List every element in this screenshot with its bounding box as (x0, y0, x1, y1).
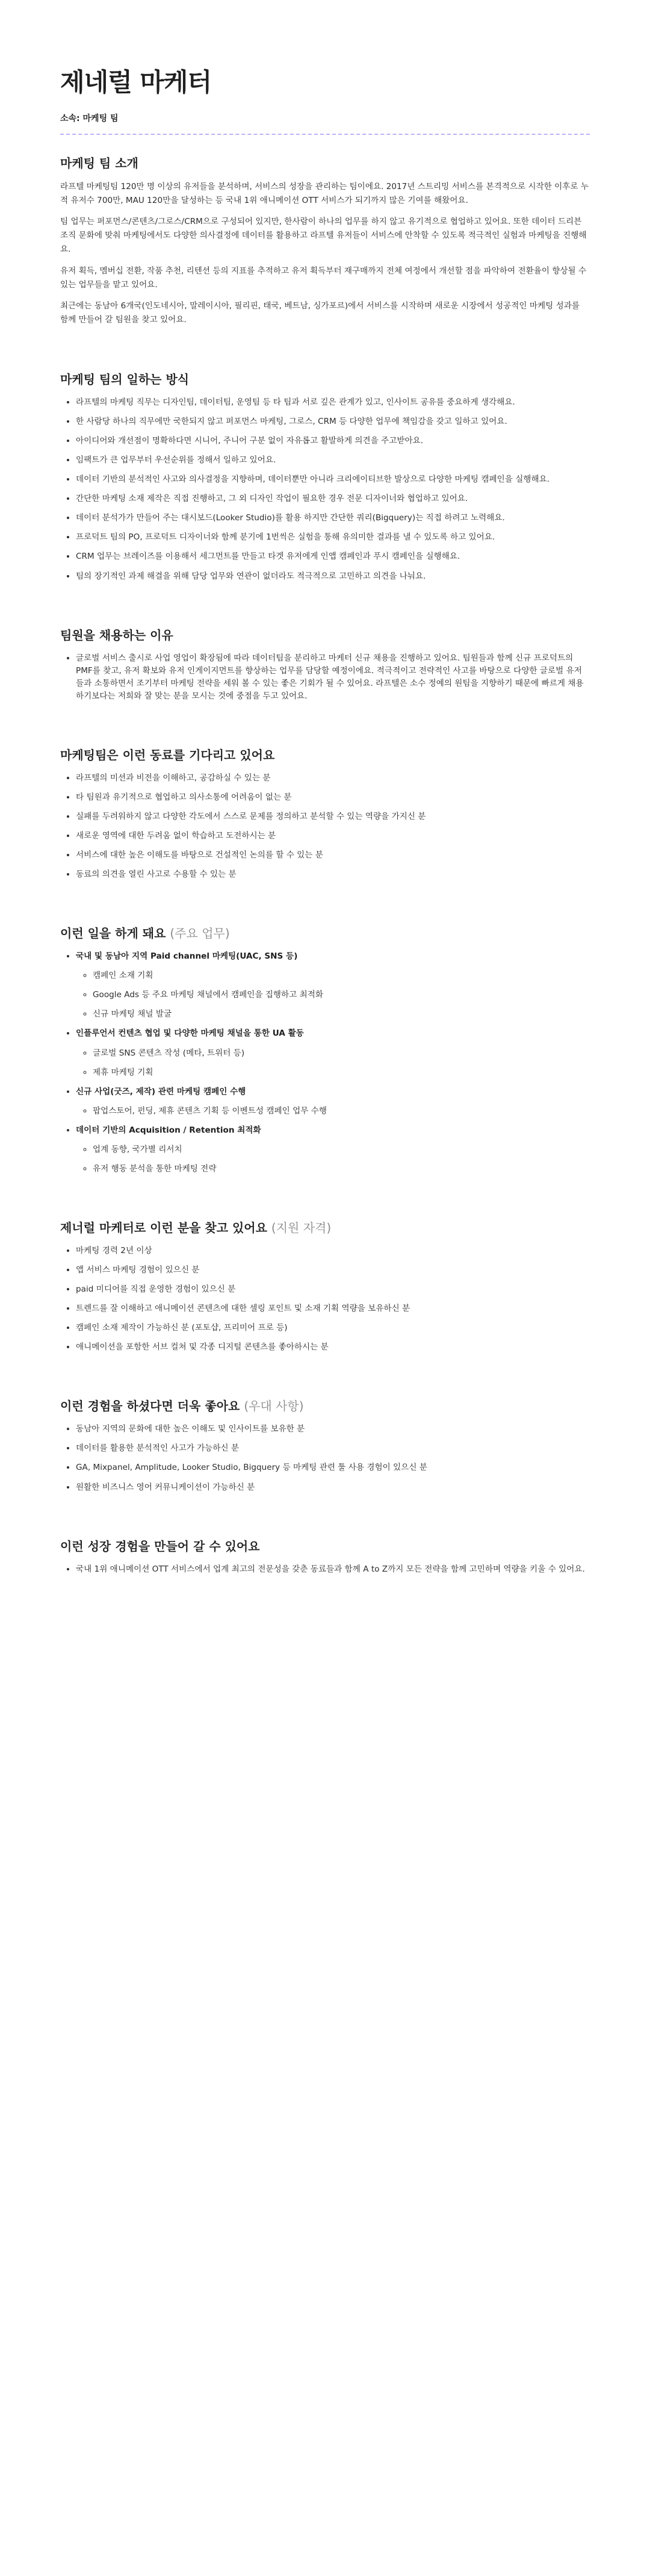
sub-bullet-list (76, 1105, 590, 1118)
bullet-list (60, 396, 590, 583)
section-work-style (60, 372, 590, 583)
list-item: • GA, Mixpanel, Amplitude, Looker Studio, Bigquery 등 마케팅 관련 툴 사용 경험이 있으신 분 (76, 1461, 590, 1474)
paragraph: 팀 업무는 퍼포먼스/콘텐츠/그로스/CRM으로 구성되어 있지만, 한사람이 하나의 업무를 하지 않고 유기적으로 협업하고 있어요. 또한 데이터 드리븐 조직 문화에 맞춰 마케팅에서도 다양한 의사결정에 데이터를 활용하고 라프텔 유저들이 서비스에 안착할 수 있도록 적극적인 실험과 마케팅을 진행해요. (60, 217, 587, 255)
bullet-list (60, 1423, 590, 1493)
section-heading: 이런 성장 경험을 만들어 갈 수 있어요 (60, 1538, 260, 1554)
paragraph: 최근에는 동남아 6개국(인도네시아, 말레이시아, 필리핀, 태국, 베트남, 싱가포르)에서 서비스를 시작하며 새로운 시장에서 성공적인 마케팅 성과를 함께 만들어 갈 팀원을 찾고 있어요. (60, 300, 580, 325)
list-item: • 새로운 영역에 대한 두려움 없이 학습하고 도전하시는 분 (76, 830, 590, 842)
list-item: • 서비스에 대한 높은 이해도를 바탕으로 건설적인 논의를 할 수 있는 분 (76, 849, 590, 862)
section-heading-main: 이런 경험을 하셨다면 더욱 좋아요 (60, 1399, 240, 1414)
list-item: • 라프텔의 미션과 비전을 이해하고, 공감하실 수 있는 분 (76, 772, 590, 785)
section-team-intro (60, 155, 590, 327)
section-heading-main: 이런 일을 하게 돼요 (60, 926, 166, 941)
list-item: • 라프텔의 마케팅 직무는 디자인팀, 데이터팀, 운영팀 등 타 팀과 서로 깊은 관계가 있고, 인사이트 공유를 중요하게 생각해요. (76, 396, 590, 409)
sub-list-item: ◦ 글로벌 SNS 콘텐츠 작성 (메타, 트위터 등) (93, 1047, 590, 1060)
sub-list-item: ◦ 업계 동향, 국가별 리서치 (93, 1143, 590, 1156)
duty-group-label: 데이터 기반의 Acquisition / Retention 최적화 (76, 1125, 261, 1135)
section-qualifications (60, 1220, 590, 1354)
list-item: • paid 미디어를 직접 운영한 경험이 있으신 분 (76, 1283, 590, 1296)
list-item: • 데이터 기반의 분석적인 사고와 의사결정을 지향하며, 데이터뿐만 아니라 크리에이티브한 발상으로 다양한 마케팅 캠페인을 실행해요. (76, 473, 590, 486)
sub-list-item: ◦ 제휴 마케팅 기획 (93, 1066, 590, 1079)
section-duties (60, 926, 590, 1175)
bullet-list (60, 1563, 590, 1576)
list-item: • 동남아 지역의 문화에 대한 높은 이해도 및 인사이트를 보유한 분 (76, 1423, 590, 1436)
duty-group-label: 신규 사업(굿즈, 제작) 관련 마케팅 캠페인 수행 (76, 1086, 246, 1097)
list-item: • 아이디어와 개선점이 명확하다면 시니어, 주니어 구분 없이 자유롭고 활발하게 의견을 주고받아요. (76, 435, 590, 447)
team-label: 소속: 마케팅 팀 (60, 114, 119, 124)
list-item: • 애니메이션을 포함한 서브 컬쳐 및 각종 디지털 콘텐츠를 좋아하시는 분 (76, 1341, 590, 1354)
list-item: • 마케팅 경력 2년 이상 (76, 1245, 590, 1257)
section-heading: 팀원을 채용하는 이유 (60, 627, 173, 642)
list-item: • 실패를 두려워하지 않고 다양한 각도에서 스스로 문제를 정의하고 분석할 수 있는 역량을 가지신 분 (76, 810, 590, 823)
list-item: • 한 사람당 하나의 직무에만 국한되지 않고 퍼포먼스 마케팅, 그로스, CRM 등 다양한 업무에 책임감을 갖고 일하고 있어요. (76, 415, 590, 428)
section-heading-sub: (지원 자격) (271, 1220, 332, 1235)
dashed-divider (60, 134, 590, 135)
list-item (76, 1124, 590, 1175)
sub-list-item: ◦ Google Ads 등 주요 마케팅 채널에서 캠페인을 집행하고 최적화 (93, 989, 590, 1001)
paragraph: 라프텔 마케팅팀 120만 명 이상의 유저들을 분석하며, 서비스의 성장을 관리하는 팀이에요. 2017년 스트리밍 서비스를 본격적으로 시작한 이후로 누적 유저수 700만, MAU 120만을 달성하는 등 국내 1위 애니메이션 OTT 서비스가 되기까지 많은 기여를 해왔어요. (60, 181, 589, 206)
section-growth (60, 1538, 590, 1576)
sub-bullet-list (76, 1143, 590, 1175)
bullet-list (60, 652, 590, 703)
list-item (76, 1027, 590, 1078)
list-item: • 간단한 마케팅 소재 제작은 직접 진행하고, 그 외 디자인 작업이 필요한 경우 전문 디자이너와 협업하고 있어요. (76, 493, 590, 505)
list-item: • 앱 서비스 마케팅 경험이 있으신 분 (76, 1264, 590, 1277)
list-item: • 데이터를 활용한 분석적인 사고가 가능하신 분 (76, 1442, 590, 1455)
bullet-list (60, 950, 590, 1175)
bullet-list (60, 772, 590, 881)
section-heading (60, 1220, 590, 1236)
sub-list-item: ◦ 팝업스토어, 펀딩, 제휴 콘텐츠 기획 등 이벤트성 캠페인 업무 수행 (93, 1105, 590, 1118)
sub-list-item: ◦ 신규 마케팅 채널 발굴 (93, 1008, 590, 1021)
list-item: • 원활한 비즈니스 영어 커뮤니케이션이 가능하신 분 (76, 1481, 590, 1494)
list-item: • 글로벌 서비스 출시로 사업 영업이 확장됨에 따라 데이터팀을 분리하고 마케터 신규 채용을 진행하고 있어요. 팀원들과 함께 신규 프로덕트의 PMF를 찾고, 유저 확보와 유저 인게이지먼트를 향상하는 업무를 담당할 예정이에요. 적극적이고 전략적인 사고를 바탕으로 다양한 글로벌 유저들과 소통하면서 조기부터 마케팅 전략을 세워 볼 수 있는 좋은 기회가 될 수 있어요. 라프텔은 소수 정예의 원팀을 지향하기 때문에 빠르게 채용하기보다는 저희와 잘 맞는 분을 모시는 것에 중점을 두고 있어요. (76, 652, 590, 703)
list-item: • 동료의 의견을 열린 사고로 수용할 수 있는 분 (76, 868, 590, 881)
section-heading: 마케팅팀은 이런 동료를 기다리고 있어요 (60, 747, 275, 762)
list-item: • CRM 업무는 브레이즈를 이용해서 세그먼트를 만들고 타겟 유저에게 인앱 캠페인과 푸시 캠페인을 실행해요. (76, 550, 590, 563)
section-preferred (60, 1398, 590, 1493)
list-item: • 트렌드를 잘 이해하고 애니메이션 콘텐츠에 대한 셀링 포인트 및 소재 기획 역량을 보유하신 분 (76, 1302, 590, 1315)
list-item: • 타 팀원과 유기적으로 협업하고 의사소통에 어려움이 없는 분 (76, 791, 590, 804)
list-item: • 임팩트가 큰 업무부터 우선순위를 정해서 일하고 있어요. (76, 454, 590, 467)
duty-group-label: 인플루언서 컨텐츠 협업 및 다양한 마케팅 채널을 통한 UA 활동 (76, 1028, 304, 1039)
section-heading: 마케팅 팀의 일하는 방식 (60, 372, 190, 387)
list-item: • 국내 1위 애니메이션 OTT 서비스에서 업계 최고의 전문성을 갖춘 동료들과 함께 A to Z까지 모든 전략을 함께 고민하며 역량을 키울 수 있어요. (76, 1563, 590, 1576)
paragraph: 유저 획득, 멤버십 전환, 작품 추천, 리텐션 등의 지표를 추적하고 유저 획득부터 재구매까지 전체 여정에서 개선할 점을 파악하여 전환율이 향상될 수 있는 업무들을 맡고 있어요. (60, 266, 587, 290)
bullet-list (60, 1245, 590, 1354)
list-item: • 프로덕트 팀의 PO, 프로덕트 디자이너와 함께 분기에 1번씩은 실험을 통해 유의미한 결과를 낼 수 있도록 하고 있어요. (76, 531, 590, 544)
sub-bullet-list (76, 1047, 590, 1079)
section-hiring-reason (60, 627, 590, 703)
list-item (76, 1086, 590, 1118)
section-heading-sub: (우대 사항) (244, 1399, 304, 1414)
list-item (76, 950, 590, 1021)
section-heading-sub: (주요 업무) (170, 926, 230, 941)
page-title: 제네럴 마케터 (60, 67, 212, 97)
list-item: • 팀의 장기적인 과제 해결을 위해 담당 업무와 연관이 없더라도 적극적으로 고민하고 의견을 나눠요. (76, 570, 590, 583)
section-colleague (60, 747, 590, 881)
duty-group-label: 국내 및 동남아 지역 Paid channel 마케팅(UAC, SNS 등) (76, 951, 298, 962)
list-item: • 데이터 분석가가 만들어 주는 대시보드(Looker Studio)를 활용 하지만 간단한 쿼리(Bigquery)는 직접 하려고 노력해요. (76, 512, 590, 524)
section-heading: 마케팅 팀 소개 (60, 155, 138, 170)
section-heading (60, 1398, 590, 1414)
sub-list-item: ◦ 유저 행동 분석을 통한 마케팅 전략 (93, 1163, 590, 1175)
list-item: • 캠페인 소재 제작이 가능하신 분 (포토샵, 프리미어 프로 등) (76, 1322, 590, 1334)
sub-bullet-list (76, 969, 590, 1021)
section-heading-main: 제너럴 마케터로 이런 분을 찾고 있어요 (60, 1220, 267, 1235)
section-heading (60, 926, 590, 942)
sub-list-item: ◦ 캠페인 소재 기획 (93, 969, 590, 982)
